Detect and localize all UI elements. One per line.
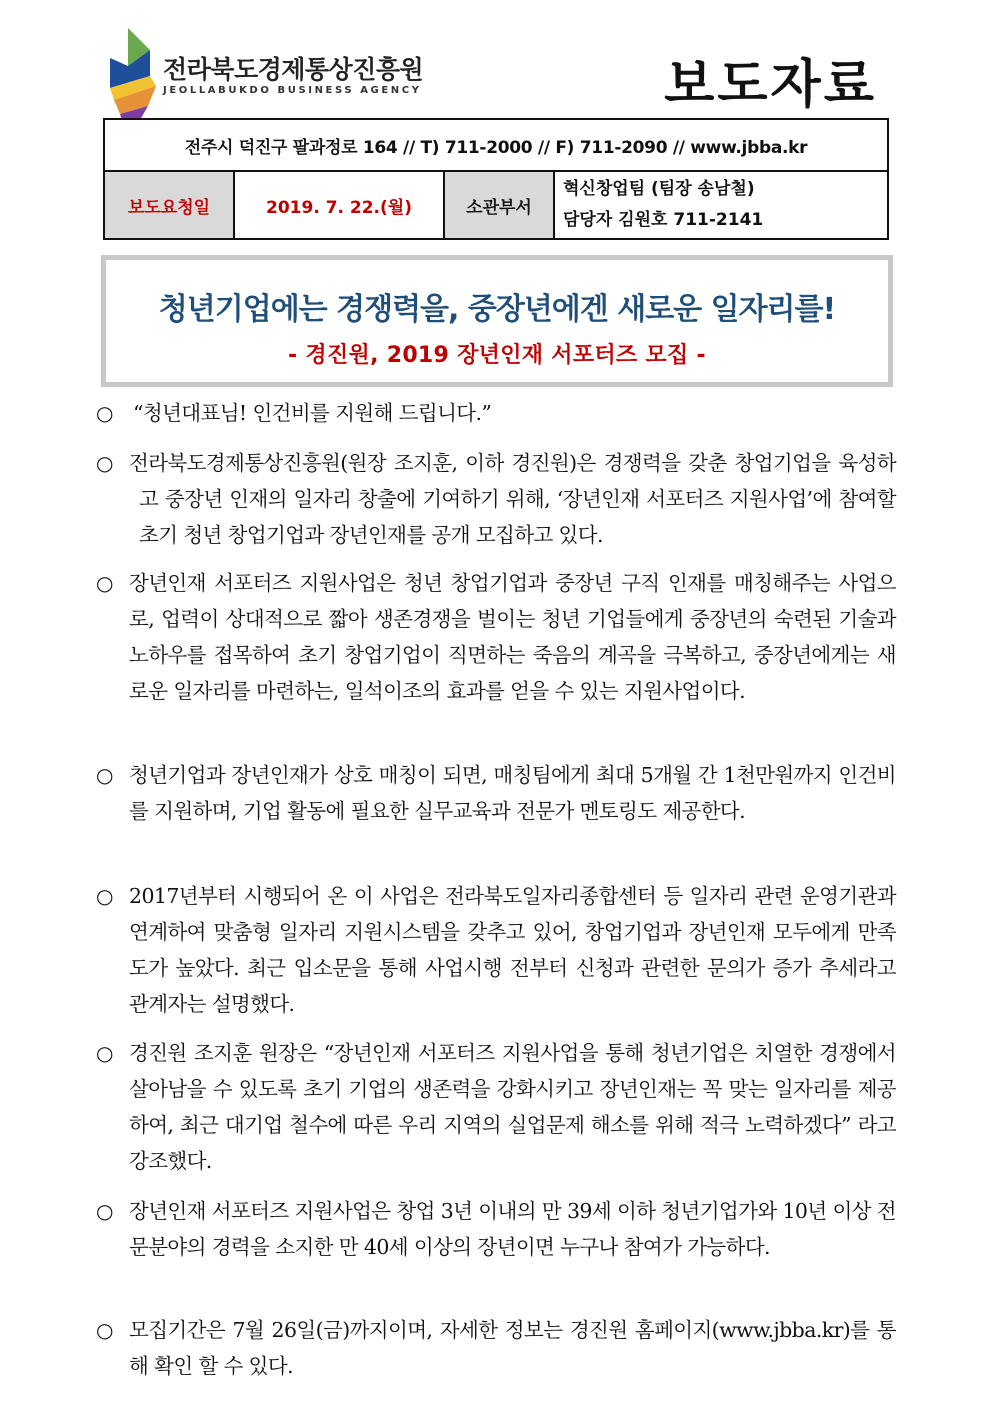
paragraph-text: 모집기간은 7월 26일(금)까지이며, 자세한 정보는 경진원 홈페이지(www.jbba.kr)를 통해 확인 할 수 있다. [129,1318,896,1378]
paragraph-text: 경진원 조지훈 원장은 “장년인재 서포터즈 지원사업을 통해 청년기업은 치열한 경쟁에서 살아남을 수 있도록 초기 기업의 생존력을 강화시키고 장년인재는 꼭 맞는 일자리를 제공하여, 최근 대기업 철수에 따른 우리 지역의 실업문제 해소를 위해 적극 노력하겠다” 라고 강조했다. [129,1041,896,1173]
contact-line: 전주시 덕진구 팔과정로 164 // T) 711-2000 // F) 711-2090 // www.jbba.kr [104,119,888,171]
paragraph-2 [96,445,896,553]
paragraph-text: 장년인재 서포터즈 지원사업은 청년 창업기업과 중장년 구직 인재를 매칭해주는 사업으로, 업력이 상대적으로 짧아 생존경쟁을 벌이는 청년 기업들에게 중장년의 숙련된 기술과 노하우를 접목하여 초기 창업기업이 직면하는 죽음의 계곡을 극복하고, 중장년에게는 새로운 일자리를 마련하는, 일석이조의 효과를 얻을 수 있는 지원사업이다. [129,571,896,703]
paragraph-text: 청년기업과 장년인재가 상호 매칭이 되면, 매칭팀에게 최대 5개월 간 1천만원까지 인건비를 지원하며, 기업 활동에 필요한 실무교육과 전문가 멘토링도 제공한다. [129,763,896,823]
paragraph-4 [96,757,896,829]
release-date-label: 보도요청일 [104,171,234,239]
bullet-circle-icon: ○ [96,1041,113,1065]
paragraph-1 [96,395,896,431]
department-contact: 담당자 김원호 711-2141 [563,210,764,230]
agency-name-korean: 전라북도경제통상진흥원 [163,55,424,84]
headline: 청년기업에는 경쟁력을, 중장년에겐 새로운 일자리를! [158,292,836,327]
paragraph-5 [96,878,896,1022]
paragraph-6 [96,1035,896,1179]
department-team: 혁신창업팀 (팀장 송남철) [563,179,755,199]
press-info-table [103,118,889,240]
department-label: 소관부서 [444,171,554,239]
bullet-circle-icon: ○ [96,884,113,908]
paragraph-text: 장년인재 서포터즈 지원사업은 창업 3년 이내의 만 39세 이하 청년기업가와 10년 이상 전문분야의 경력을 소지한 만 40세 이상의 장년이면 누구나 참여가 가능하다. [129,1199,896,1259]
paragraph-text: “청년대표님! 인건비를 지원해 드립니다.” [133,401,492,425]
press-release-title: 보도자료 [664,55,877,115]
paragraph-3 [96,565,896,709]
paragraph-text: 2017년부터 시행되어 온 이 사업은 전라북도일자리종합센터 등 일자리 관련 운영기관과 연계하여 맞춤형 일자리 지원시스템을 갖추고 있어, 창업기업과 장년인재 모두에게 만족도가 높았다. 최근 입소문을 통해 사업시행 전부터 신청과 관련한 문의가 증가 추세라고 관계자는 설명했다. [129,884,896,1016]
subheadline: - 경진원, 2019 장년인재 서포터즈 모집 - [288,343,706,368]
paragraph-7 [96,1193,896,1265]
bullet-circle-icon: ○ [96,401,113,425]
bullet-circle-icon: ○ [96,1318,113,1342]
department-info [554,171,888,239]
agency-logo-icon [110,28,160,120]
release-date: 2019. 7. 22.(월) [234,171,444,239]
bullet-circle-icon: ○ [96,1199,113,1223]
bullet-circle-icon: ○ [96,451,113,475]
document-header [0,0,992,115]
paragraph-8 [96,1312,896,1384]
paragraph-text: 전라북도경제통상진흥원(원장 조지훈, 이하 경진원)은 경쟁력을 갖춘 창업기업을 육성하고 중장년 인재의 일자리 창출에 기여하기 위해, ‘장년인재 서포터즈 지원사업’에 참여할 초기 청년 창업기업과 장년인재를 공개 모집하고 있다. [129,451,896,547]
headline-box [101,255,893,387]
bullet-circle-icon: ○ [96,571,113,595]
bullet-circle-icon: ○ [96,763,113,787]
agency-name-english: JEOLLABUKDO BUSINESS AGENCY [163,85,422,96]
